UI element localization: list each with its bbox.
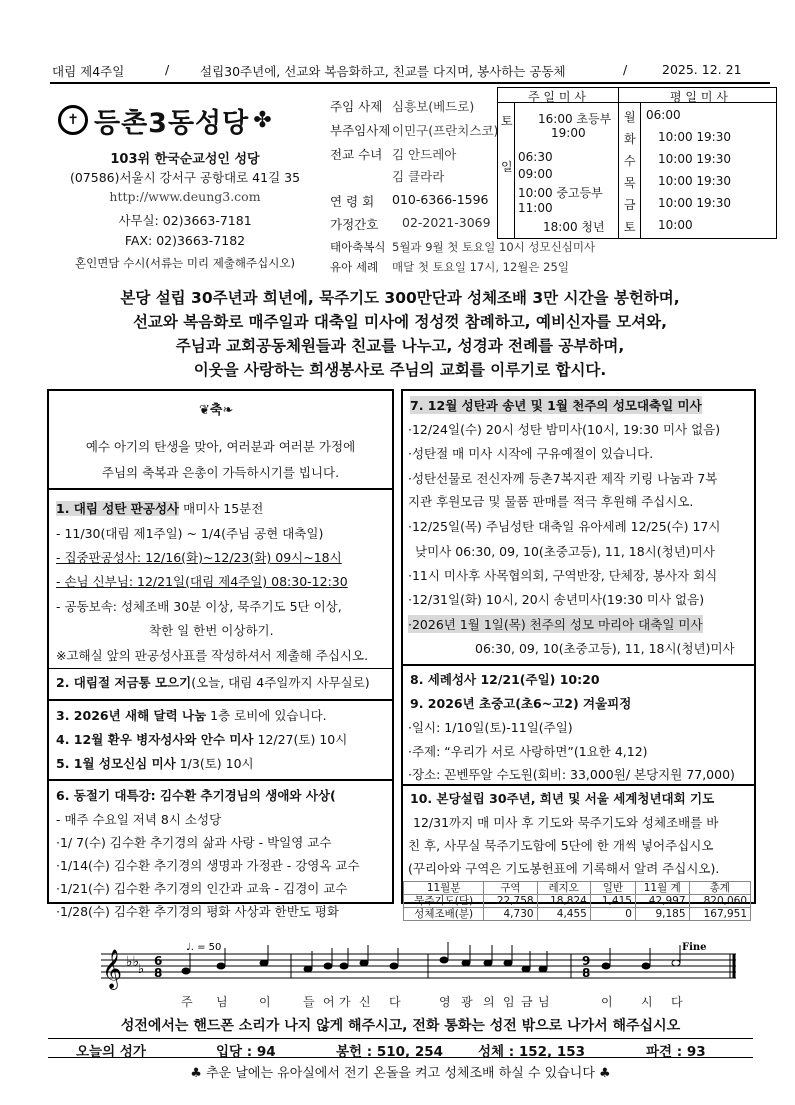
notice-line: ·12/25일(목) 주님성탄 대축일 유아세례 12/25(수) 17시: [408, 519, 721, 534]
notice-line: 착한 일 한번 이상하기.: [149, 623, 274, 638]
vision-line: 이웃을 사랑하는 희생봉사로 주님의 교회를 이루기로 합시다.: [193, 361, 607, 379]
table-cell: 820,060: [689, 895, 750, 908]
notice-line: 06:30, 09, 10(초중고등), 11, 18시(청년)미사: [475, 641, 735, 656]
notice-title: 9. 2026년 초중고(초6~고2) 겨울피정: [410, 696, 632, 711]
weekday-time: 10:00 19:30: [658, 152, 731, 166]
lyrics: [181, 994, 683, 1009]
staff-label: 연 령 회: [330, 194, 375, 209]
extra-value: 5월과 9월 첫 토요일 10시 성모신심미사: [392, 240, 596, 254]
notice-line: 지관 후원모금 및 물품 판매를 적극 후원해 주십시오.: [408, 494, 694, 509]
mass-time: 19:00: [551, 126, 586, 140]
sunday-mass-header: 주 일 미 사: [528, 90, 586, 104]
prayer-stats-table: [403, 881, 751, 921]
note-head: [182, 968, 190, 974]
lyric-syllable: 시: [641, 995, 653, 1009]
music-staff: [46, 940, 746, 1020]
column-header: 레지오: [537, 882, 590, 895]
weekday-time: 10:00 19:30: [658, 196, 731, 210]
flat-sign: ♭♭: [126, 954, 140, 970]
notice-line: ·2026년 1월 1일(목) 천주의 성모 마리아 대축일 미사: [408, 617, 703, 632]
separator: /: [165, 62, 170, 77]
table-cell: 0: [590, 908, 635, 921]
lecture-line: ·1/28(수) 김수환 추기경의 평화 사상과 한반도 평화: [56, 904, 339, 919]
weekday-label: 화: [624, 132, 636, 146]
church-seal-icon: ✝: [58, 105, 88, 135]
note-head: [304, 966, 312, 972]
lyric-syllable: 님: [216, 995, 228, 1009]
lyric-syllable: 이: [601, 995, 613, 1009]
notice-box-3: [47, 780, 394, 919]
lyric-syllable: 다: [389, 995, 401, 1009]
notice-line: 12/31까지 매 미사 후 기도와 묵주기도와 성체조배를 바: [413, 815, 719, 830]
table-cell: 1,415: [590, 895, 635, 908]
staff-label: 부주임사제: [330, 123, 391, 138]
notice-box-1: [47, 489, 394, 700]
sunday-label: 일: [501, 160, 513, 174]
notice-title: 10. 본당설립 30주년, 희년 및 서울 세계청년대회 기도: [410, 791, 715, 806]
notice-line: - 집중판공성사: 12/16(화)~12/23(화) 09시~18시: [56, 550, 342, 565]
notice-box-8-9: [401, 665, 756, 785]
mass-time: 11:00: [518, 201, 553, 215]
divider: [49, 668, 392, 669]
lecture-line: ·1/14(수) 김수환 추기경의 생명과 가정관 - 강영옥 교수: [56, 858, 360, 873]
mass-schedule-table: [497, 87, 777, 239]
greeting-line: 예수 아기의 탄생을 맞아, 여러분과 여러분 가정에: [85, 439, 356, 454]
greeting-box: [47, 389, 394, 489]
note-head: [539, 966, 547, 972]
lyric-syllable: 다: [671, 995, 683, 1009]
note-head: [360, 960, 368, 966]
notice-line: - 공동보속: 성체조배 30분 이상, 묵주기도 5단 이상,: [56, 599, 342, 614]
hymn-bar: [48, 1038, 753, 1058]
tempo-mark: ♩. = 50: [186, 942, 222, 953]
marriage-note: 혼인면담 수시(서류는 미리 제출해주십시오): [75, 256, 295, 270]
note-head: [260, 960, 268, 966]
notice-line: ·일시: 1/10일(토)-11일(주일): [408, 720, 573, 735]
weekday-time: 10:00: [658, 218, 693, 232]
table-header-row: [404, 882, 751, 895]
staff-label: 주임 사제: [330, 99, 383, 114]
notice-line: ·주제: “우리가 서로 사랑하면”(1요한 4,12): [408, 744, 648, 759]
lyric-syllable: 님: [538, 995, 550, 1009]
lyric-syllable: 주: [181, 995, 193, 1009]
staff-value: 02-2021-3069: [402, 215, 491, 230]
notice-title: 7. 12월 성탄과 송년 및 1월 천주의 성모대축일 미사: [410, 398, 702, 413]
table-row: [404, 908, 751, 921]
office-phone: 사무실: 02)3663-7181: [118, 213, 252, 228]
treble-clef-icon: 𝄞: [102, 949, 123, 989]
column-header: 11월분: [404, 882, 484, 895]
church-url[interactable]: http://www.deung3.com: [109, 189, 261, 204]
lyric-syllable: 영: [439, 995, 451, 1009]
notice-line: 낮미사 06:30, 09, 10(초중고등), 11, 18시(청년)미사: [415, 544, 715, 559]
emblem-icon: ✤: [253, 107, 272, 133]
badge-text: 축: [209, 403, 223, 418]
note-head: [672, 960, 680, 966]
note-head: [522, 966, 530, 972]
table-cell: 18,824: [537, 895, 590, 908]
time-sig: 6: [154, 954, 163, 968]
lyric-syllable: 신: [359, 995, 371, 1009]
row-label: 성체조배(분): [404, 908, 484, 921]
mass-time: 09:00: [518, 167, 553, 181]
music-notes: [182, 942, 680, 974]
vision-line: 선교와 복음화로 매주일과 대축일 미사에 정성껏 참례하고, 예비신자를 모셔와,: [132, 313, 668, 331]
time-sig: 8: [582, 966, 591, 980]
hymn-label: 오늘의 성가: [76, 1044, 146, 1060]
notice-line: 친 후, 사무실 묵주기도함에 5단에 한 개씩 넣어주십시오: [408, 838, 714, 853]
mass-time: 06:30: [518, 150, 553, 164]
vision-line: 주님과 교회공동체원들과 친교를 나누고, 성경과 전례를 공부하며,: [175, 337, 625, 355]
table-cell: 4,730: [484, 908, 537, 921]
saturday-label: 토: [501, 114, 513, 128]
column-header: 구역: [484, 882, 537, 895]
column-header: 11월 계: [635, 882, 689, 895]
table-cell: 22,758: [484, 895, 537, 908]
separator: /: [623, 62, 628, 77]
lyric-syllable: 임: [503, 995, 515, 1009]
table-cell: 4,455: [537, 908, 590, 921]
week-label: 대림 제4주일: [52, 64, 125, 79]
lyric-syllable: 가: [339, 995, 351, 1009]
note-head: [602, 963, 610, 969]
notice-title: 6. 동절기 대특강: 김수환 추기경님의 생애와 사상(: [56, 788, 336, 803]
lyric-syllable: 의: [483, 995, 495, 1009]
winter-notice: ♣ 추운 날에는 유아실에서 전기 온돌을 켜고 성체조배 하실 수 있습니다 ♣: [190, 1066, 611, 1081]
table-cell: 42,997: [635, 895, 689, 908]
note-head: [642, 963, 650, 969]
staff-value: 010-6366-1596: [392, 192, 489, 207]
notice-line: ·성탄절 매 미사 시작에 구유예절이 있습니다.: [408, 446, 654, 461]
note-head: [440, 957, 448, 963]
time-sig: 9: [582, 954, 591, 968]
note-head: [484, 960, 492, 966]
lyric-syllable: 광: [461, 995, 473, 1009]
extra-label: 유아 세례: [330, 260, 379, 274]
hymn-communion: 성체 : 152, 153: [478, 1044, 586, 1060]
weekday-label: 목: [624, 176, 636, 190]
notice-line: ·12/24일(수) 20시 성탄 밤미사(10시, 19:30 미사 없음): [408, 422, 721, 437]
laurel-icon: ❧: [222, 403, 234, 418]
extra-label: 태아축복식: [330, 240, 386, 254]
notice-line: - 매주 수요일 저녁 8시 소성당: [56, 812, 222, 827]
parish-vision: [60, 286, 740, 382]
weekday-time: 06:00: [646, 108, 681, 122]
greeting-line: 주님의 축복과 은총이 가득하시기를 빕니다.: [101, 465, 340, 480]
weekday-label: 토: [624, 220, 636, 234]
staff-value: 김 안드레아: [392, 147, 457, 162]
lyric-syllable: 이: [259, 995, 271, 1009]
issue-date: 2025. 12. 21: [662, 62, 742, 77]
lecture-line: ·1/ 7(수) 김수환 추기경의 삶과 사랑 - 박일영 교수: [56, 835, 332, 850]
notice-title: 5. 1월 성모신심 미사 1/3(토) 10시: [56, 756, 254, 771]
notice-line: ·장소: 꼰벤뚜알 수도원(회비: 33,000원/ 본당지원 77,000): [408, 767, 735, 782]
notice-box-7: [401, 389, 756, 665]
row-label: 묵주기도(단): [404, 895, 484, 908]
church-logo: [58, 100, 308, 140]
flat-sign: ♭: [138, 962, 145, 977]
fine-mark: Fine: [682, 942, 707, 953]
lyric-syllable: 들: [303, 995, 315, 1009]
laurel-icon: ❦: [199, 403, 210, 418]
motto: 설립30주년에, 선교와 복음화하고, 친교를 다지며, 봉사하는 공동체: [200, 64, 566, 79]
mass-time: 16:00 초등부: [538, 112, 612, 126]
note-head: [217, 963, 225, 969]
phone-notice: 성전에서는 핸드폰 소리가 나지 않게 해주시고, 전화 통화는 성전 밖으로 나가서 해주십시오: [120, 1018, 681, 1034]
notice-title: 8. 세례성사 12/21(주일) 10:20: [410, 672, 600, 687]
table-cell: 167,951: [689, 908, 750, 921]
mass-time: 10:00 중고등부: [518, 186, 603, 200]
weekday-mass-header: 평 일 미 사: [670, 90, 728, 104]
notice-line: ·11시 미사후 사목협의회, 구역반장, 단체장, 봉사자 회식: [408, 568, 718, 583]
note-head: [340, 963, 348, 969]
notice-line: - 손님 신부님: 12/21일(대림 제4주일) 08:30-12:30: [56, 574, 348, 589]
staff-label: 전교 수녀: [330, 147, 383, 162]
note-head: [462, 960, 470, 966]
notice-title: 4. 12월 환우 병자성사와 안수 미사 12/27(토) 10시: [56, 732, 348, 747]
notice-line: - 11/30(대림 제1주일) ~ 1/4(주님 공현 대축일): [56, 526, 324, 541]
column-header: 총계: [689, 882, 750, 895]
weekday-time: 10:00 19:30: [658, 130, 731, 144]
notice-title: 1. 대림 성탄 판공성사 매미사 15분전: [56, 501, 264, 516]
church-address: (07586)서울시 강서구 공항대로 41길 35: [69, 170, 301, 185]
notice-title: 3. 2026년 새해 달력 나눔 1층 로비에 있습니다.: [56, 708, 327, 723]
lecture-line: ·1/21(수) 김수환 추기경의 인간과 교육 - 김경이 교수: [56, 881, 348, 896]
celebration-badge: [199, 399, 233, 418]
notice-line: ※고해실 앞의 판공성사표를 작성하셔서 제출해 주십시오.: [56, 648, 369, 663]
mass-time: 18:00 청년: [543, 220, 605, 234]
column-header: 일반: [590, 882, 635, 895]
time-sig: 8: [154, 966, 163, 980]
staff-value: 심흥보(베드로): [392, 99, 475, 114]
staff-value: 김 클라라: [392, 169, 445, 184]
extra-value: 매달 첫 토요일 17시, 12월은 25일: [392, 260, 569, 274]
weekday-time: 10:00 19:30: [658, 174, 731, 188]
notice-box-2: [47, 700, 394, 780]
church-name: 등촌3동성당: [94, 107, 250, 139]
notice-line: ·성탄선물로 전신자께 등촌7복지관 제작 키링 나눔과 7복: [408, 471, 718, 486]
hymn-offertory: 봉헌 : 510, 254: [336, 1044, 444, 1060]
table-cell: 9,185: [635, 908, 689, 921]
note-head: [390, 963, 398, 969]
hymn-entrance: 입당 : 94: [216, 1044, 276, 1060]
note-head: [504, 960, 512, 966]
sheet-music: [46, 940, 746, 1020]
lyric-syllable: 어: [323, 995, 335, 1009]
weekday-label: 수: [624, 154, 636, 168]
vision-line: 본당 설립 30주년과 희년에, 묵주기도 300만단과 성체조배 3만 시간을 봉헌하며,: [120, 289, 680, 307]
staff-value: 이민구(프란치스코): [392, 123, 499, 138]
hymn-recessional: 파견 : 93: [646, 1044, 706, 1060]
notice-line: (꾸리아와 구역은 기도봉헌표에 기록해서 알려 주십시오).: [408, 861, 720, 876]
note-head: [324, 963, 332, 969]
table-row: [404, 895, 751, 908]
weekday-label: 금: [624, 198, 636, 212]
staff-label: 가정간호: [330, 217, 379, 232]
notice-line: ·12/31일(화) 10시, 20시 송년미사(19:30 미사 없음): [408, 592, 705, 607]
top-bar: [50, 58, 770, 84]
notice-title: 2. 대림절 저금통 모으기(오늘, 대림 4주일까지 사무실로): [56, 675, 370, 690]
church-subtitle: 103위 한국순교성인 성당: [110, 152, 260, 167]
lyric-syllable: 금: [521, 995, 533, 1009]
fax-number: FAX: 02)3663-7182: [124, 233, 246, 248]
weekday-label: 월: [624, 110, 636, 124]
